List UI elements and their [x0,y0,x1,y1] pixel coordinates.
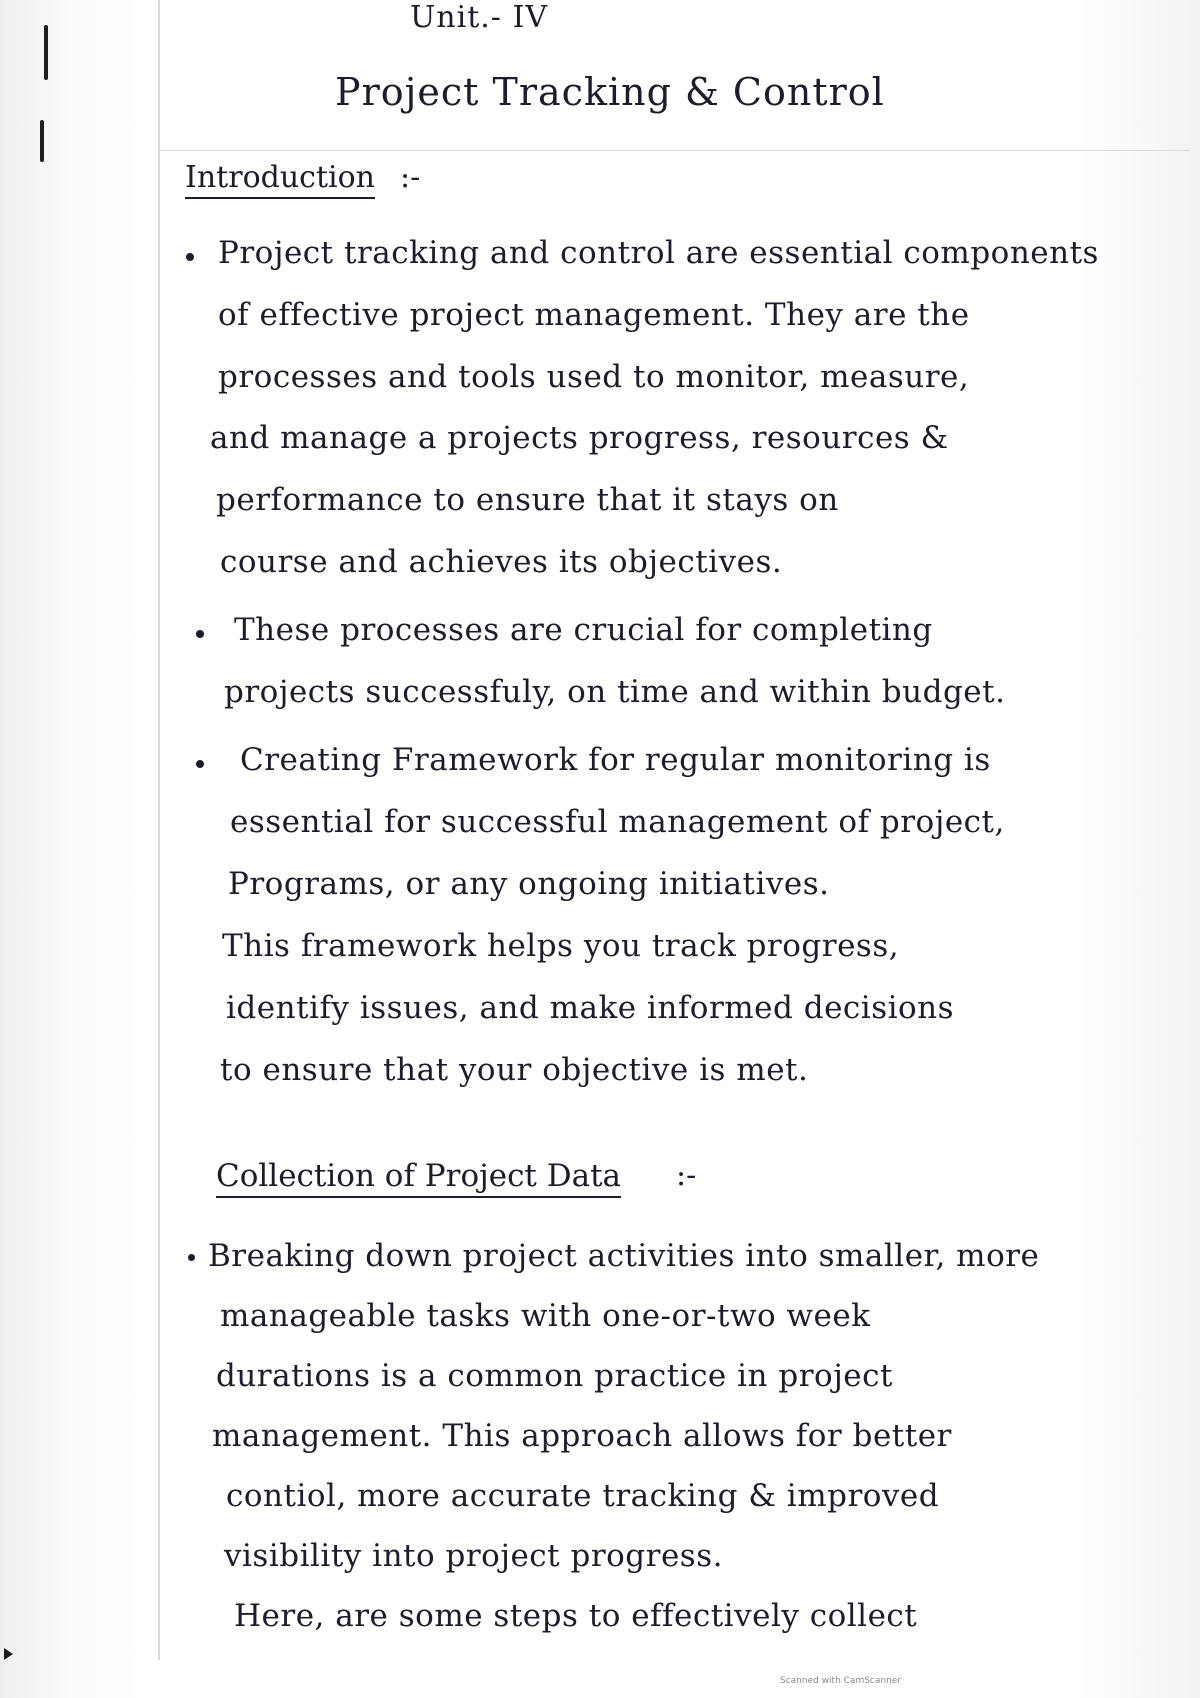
corner-arrow-icon [4,1648,13,1660]
collection-heading-suffix: :- [676,1158,697,1193]
bullet-marker [186,253,194,261]
intro-bullet1-line6: course and achieves its objectives. [220,544,783,580]
intro-bullet1-line4: and manage a projects progress, resources & [210,420,949,456]
intro-bullet3-line1: Creating Framework for regular monitoring is [240,742,991,778]
collection-bullet1-line2: manageable tasks with one-or-two week [220,1298,871,1334]
bullet-marker [188,1254,195,1261]
ruled-line [160,150,1190,151]
collection-bullet1-line4: management. This approach allows for better [212,1418,952,1454]
collection-heading: Collection of Project Data [216,1158,621,1198]
intro-bullet3-line3: Programs, or any ongoing initiatives. [228,866,830,902]
bullet-marker [196,630,204,638]
scan-watermark: Scanned with CamScanner [780,1676,902,1686]
intro-bullet3-line2: essential for successful management of project, [230,804,1005,840]
intro-bullet1-line5: performance to ensure that it stays on [216,482,839,518]
collection-bullet1-line3: durations is a common practice in project [216,1358,893,1394]
introduction-heading: Introduction [185,160,375,199]
collection-bullet1-line5: contiol, more accurate tracking & improved [226,1478,940,1514]
binder-mark-bottom [40,120,44,162]
introduction-heading-suffix: :- [400,160,421,195]
intro-bullet2-line2: projects successfuly, on time and within budget. [224,674,1006,710]
intro-bullet3-line5: identify issues, and make informed decisions [226,990,955,1026]
intro-bullet1-line1: Project tracking and control are essential components [218,235,1099,271]
intro-bullet1-line3: processes and tools used to monitor, measure, [218,359,970,395]
intro-bullet2-line1: These processes are crucial for completing [234,612,933,648]
intro-bullet1-line2: of effective project management. They are the [218,297,970,333]
bullet-marker [196,760,204,768]
collection-bullet1-line7: Here, are some steps to effectively collect [234,1598,918,1634]
intro-bullet3-line4: This framework helps you track progress, [222,928,900,964]
intro-bullet3-line6: to ensure that your objective is met. [220,1052,809,1088]
page-title: Project Tracking & Control [335,70,885,114]
unit-label: Unit.- IV [410,0,548,35]
collection-bullet1-line6: visibility into project progress. [224,1538,723,1574]
margin-line [158,0,160,1660]
binder-mark-top [44,25,48,80]
collection-bullet1-line1: Breaking down project activities into smaller, more [208,1238,1040,1274]
